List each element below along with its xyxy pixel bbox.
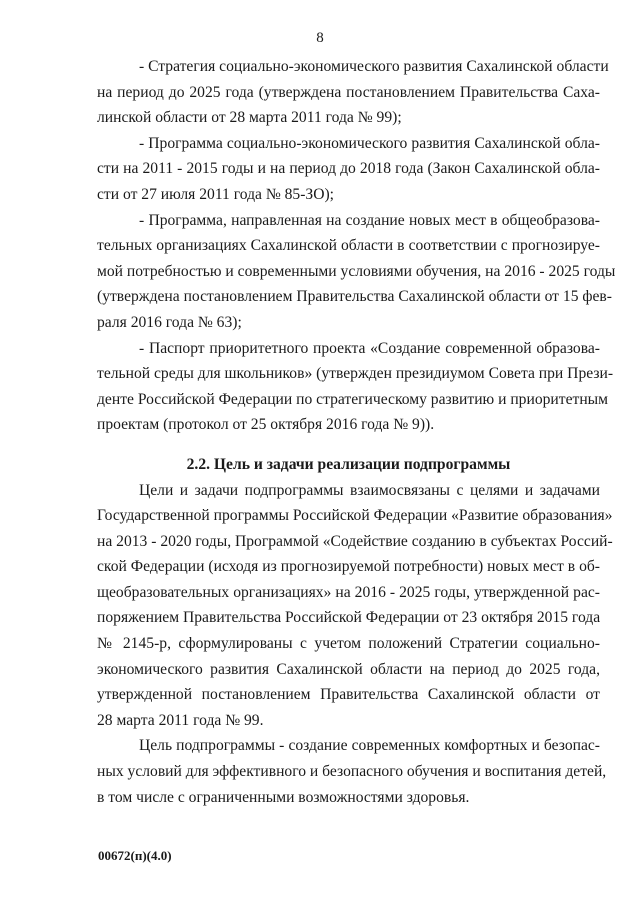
text-line: Цели и задачи подпрограммы взаимосвязаны с целями и задачами [139, 481, 600, 499]
paragraph-goals-linkage [97, 478, 613, 734]
document-body [97, 54, 616, 810]
text-line: щеобразовательных организациях» на 2016 - 2025 годы, утвержденной рас- [97, 583, 600, 601]
section-heading: 2.2. Цель и задачи реализации подпрограммы [186, 455, 511, 473]
text-line: утвержденной постановлением Правительства Сахалинской области от [97, 686, 600, 704]
text-line: - Паспорт приоритетного проекта «Создание современной образова- [139, 339, 600, 357]
text-line: денте Российской Федерации по стратегическому развитию и приоритетным [97, 390, 609, 408]
text-line: проектам (протокол от 25 октября 2016 года № 9)). [97, 416, 435, 434]
document-code: 00672(п)(4.0) [98, 848, 172, 863]
text-line: на период до 2025 года (утверждена постановлением Правительства Саха- [97, 83, 600, 101]
text-line: линской области от 28 марта 2011 года № 99); [97, 109, 402, 127]
text-line: экономического развития Сахалинской области на период до 2025 года, [97, 660, 600, 678]
paragraph-program-2011 [97, 131, 600, 208]
text-line: - Стратегия социально-экономического развития Сахалинской области [139, 58, 609, 75]
text-line: ской Федерации (исходя из прогнозируемой потребности) новых мест в об- [97, 558, 600, 576]
page-number: 8 [316, 30, 324, 46]
text-line: (утверждена постановлением Правительства Сахалинской области от 15 фев- [97, 288, 612, 306]
text-line: в том числе с ограниченными возможностями здоровья. [97, 788, 470, 806]
text-line: раля 2016 года № 63); [97, 313, 242, 331]
text-line: сти от 27 июля 2011 года № 85-ЗО); [97, 185, 335, 203]
spacer [97, 438, 600, 452]
text-line: сти на 2011 - 2015 годы и на период до 2018 года (Закон Сахалинской обла- [97, 160, 600, 178]
text-line: тельной среды для школьников» (утвержден президиумом Совета при Прези- [97, 365, 614, 383]
text-line: - Программа, направленная на создание новых мест в общеобразова- [139, 211, 600, 229]
text-line: Государственной программы Российской Федерации «Развитие образования» [97, 507, 613, 525]
text-line: - Программа социально-экономического развития Сахалинской обла- [139, 134, 600, 152]
paragraph-priority-project [97, 336, 614, 438]
text-line: ных условий для эффективного и безопасного обучения и воспитания детей, [97, 763, 607, 781]
text-line: на 2013 - 2020 годы, Программой «Содействие созданию в субъектах Россий- [97, 532, 613, 550]
text-line: 28 марта 2011 года № 99. [97, 711, 264, 729]
paragraph-strategy [97, 54, 609, 131]
text-line: Цель подпрограммы - создание современных комфортных и безопас- [139, 737, 600, 755]
text-line: № 2145-р, сформулированы с учетом положений Стратегии социально- [97, 635, 600, 653]
text-line: тельных организациях Сахалинской области в соответствии с прогнозируе- [97, 237, 600, 255]
text-line: поряжением Правительства Российской Федерации от 23 октября 2015 года [97, 609, 601, 627]
paragraph-subprogram-goal [97, 733, 607, 810]
paragraph-program-new-places [97, 208, 616, 336]
text-line: мой потребностью и современными условиями обучения, на 2016 - 2025 годы [97, 262, 616, 280]
